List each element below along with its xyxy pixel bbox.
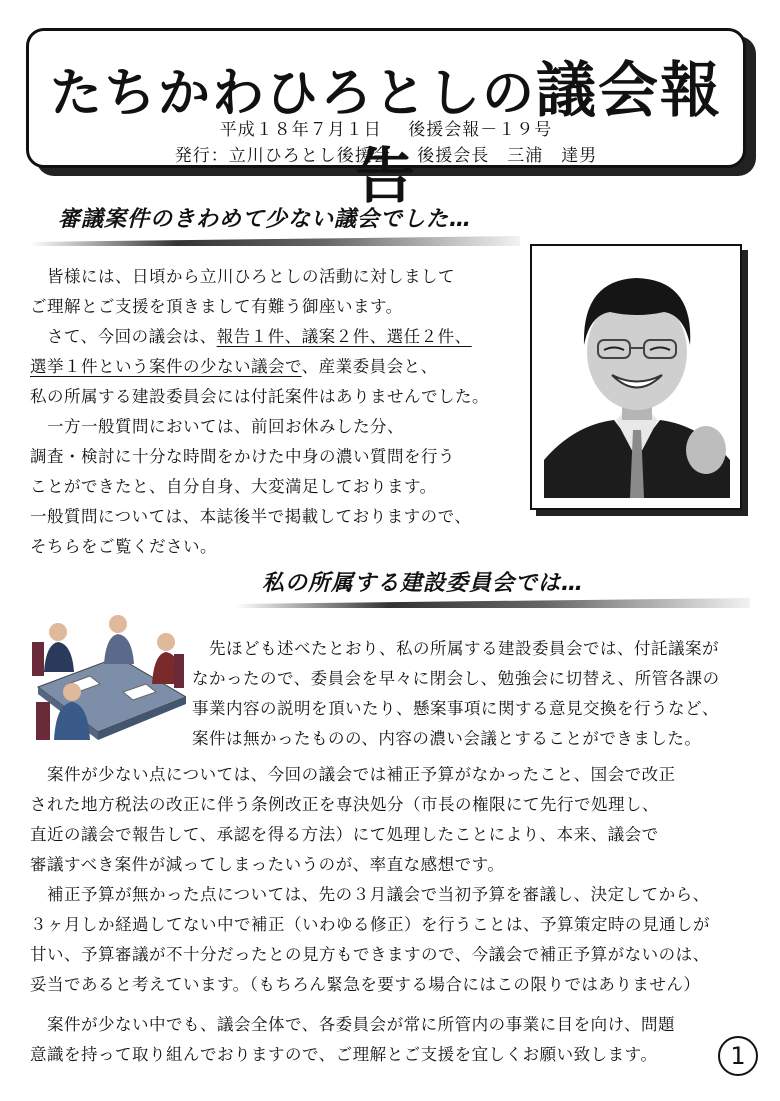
page-number: 1 <box>718 1036 758 1076</box>
issue-number: 後援会報－１９号 <box>408 120 553 140</box>
text-line: さて、今回の議会は、報告１件、議案２件、選任２件、 <box>30 327 472 346</box>
text-line: ご理解とご支援を頂きまして有難う御座います。 <box>30 297 403 316</box>
text-line: 意識を持って取り組んでおりますので、ご理解とご支援を宜しくお願い致します。 <box>30 1045 658 1064</box>
text-line: 先ほども述べたとおり、私の所属する建設委員会では、付託議案が <box>192 639 719 658</box>
underlined-text: 選挙１件という案件の少ない議会で <box>30 357 302 376</box>
text-line: 甘い、予算審議が不十分だったとの見方もできますので、今議会で補正予算がないのは、 <box>30 945 710 964</box>
text-line: 補正予算が無かった点については、先の３月議会で当初予算を審議し、決定してから、 <box>30 885 710 904</box>
section2-heading: 私の所属する建設委員会では… <box>262 571 585 596</box>
text-line: 一方一般質問においては、前回お休みした分、 <box>30 417 404 436</box>
section2-rule <box>235 598 750 608</box>
text-line: 直近の議会で報告して、承認を得る方法）にて処理したことにより、本来、議会で <box>30 825 659 844</box>
text-line: 選挙１件という案件の少ない議会で、産業委員会と、 <box>30 357 438 376</box>
section2-intro <box>192 634 720 754</box>
text-line: 案件が少ない点については、今回の議会では補正予算がなかったこと、国会で改正 <box>30 765 676 784</box>
text-line: 皆様には、日頃から立川ひろとしの活動に対しまして <box>30 267 455 286</box>
meeting-clipart <box>28 602 186 742</box>
section2-paragraph4 <box>30 1010 675 1070</box>
header-box <box>26 28 746 212</box>
meeting-illustration <box>28 602 186 742</box>
underlined-text: 報告１件、議案２件、選任２件、 <box>216 327 472 346</box>
portrait-illustration <box>544 260 730 498</box>
section1-heading: 審議案件のきわめて少ない議会でした… <box>58 207 473 232</box>
text-line: された地方税法の改正に伴う条例改正を専決処分（市長の権限にて先行で処理し、 <box>30 795 659 814</box>
section1-body <box>30 262 489 562</box>
text-line: 事業内容の説明を頂いたり、懸案事項に関する意見交換を行うなど、 <box>192 699 719 718</box>
chairman: 後援会長 三浦 達男 <box>417 146 598 166</box>
section2-paragraph3 <box>30 880 710 1000</box>
publisher: 発行：立川ひろとし後援会 <box>174 146 391 166</box>
text-line: そちらをご覧ください。 <box>30 537 217 556</box>
text-line: 調査・検討に十分な時間をかけた中身の濃い質問を行う <box>30 447 455 466</box>
text-line: 一般質問については、本誌後半で掲載しておりますので、 <box>30 507 472 526</box>
portrait-image <box>544 260 730 498</box>
text-line: 私の所属する建設委員会には付託案件はありませんでした。 <box>30 387 489 406</box>
section2-paragraph2 <box>30 760 676 880</box>
text-line: 案件は無かったものの、内容の濃い会議とすることができました。 <box>192 729 702 748</box>
text-line: なかったので、委員会を早々に閉会し、勉強会に切替え、所管各課の <box>192 669 720 688</box>
title-main: たちかわひろとしの <box>49 64 536 124</box>
text-line: 案件が少ない中でも、議会全体で、各委員会が常に所管内の事業に目を向け、問題 <box>30 1015 676 1034</box>
publisher-line <box>29 141 743 166</box>
title-emphasis: 議会報告 <box>355 56 722 212</box>
issue-date: 平成１８年７月１日 <box>219 120 382 140</box>
text-line: 審議すべき案件が減ってしまったいうのが、率直な感想です。 <box>30 855 505 874</box>
text-line: ことができたと、自分自身、大変満足しております。 <box>30 477 437 496</box>
portrait-photo <box>530 244 742 510</box>
text-line: ３ヶ月しか経過してない中で補正（いわゆる修正）を行うことは、予算策定時の見通しが <box>30 915 710 934</box>
section1-rule <box>30 236 520 246</box>
text-line: 妥当であると考えています。（もちろん緊急を要する場合にはこの限りではありません） <box>30 975 701 994</box>
issue-line <box>29 115 743 140</box>
